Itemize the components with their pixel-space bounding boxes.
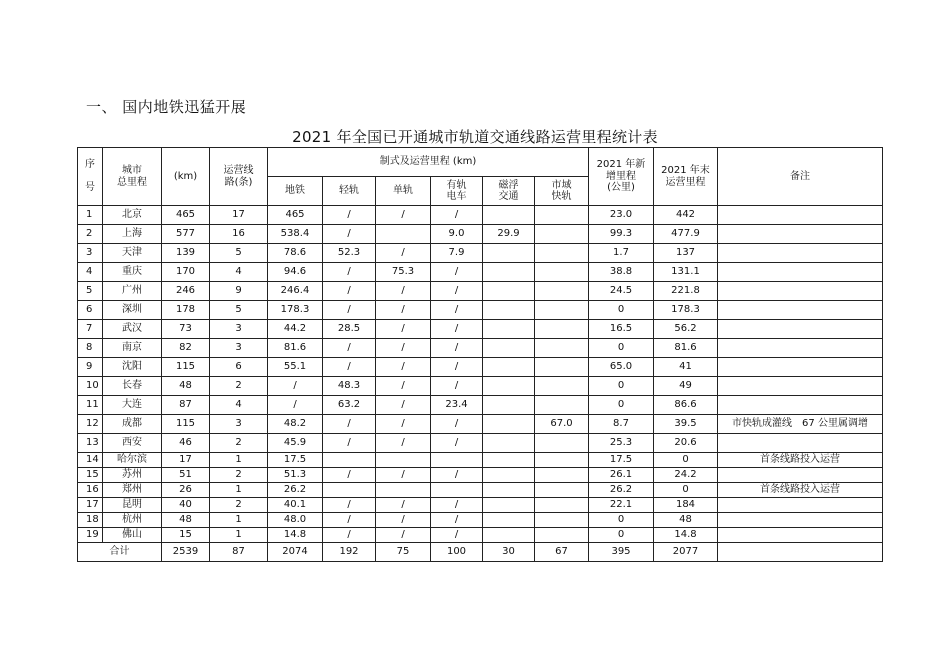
cell-note — [718, 513, 883, 528]
cell-light-rail: / — [323, 358, 376, 377]
cell-note — [718, 225, 883, 244]
cell-tram — [431, 483, 483, 498]
cell-metro: 17.5 — [268, 453, 323, 468]
cell-seq: 17 — [78, 498, 103, 513]
cell-monorail — [376, 453, 431, 468]
cell-seq: 4 — [78, 263, 103, 282]
cell-light-rail: 52.3 — [323, 244, 376, 263]
cell-lines: 1 — [210, 528, 268, 543]
cell-total-mileage: 139 — [162, 244, 210, 263]
cell-light-rail — [323, 453, 376, 468]
cell-new-mileage: 99.3 — [589, 225, 654, 244]
cell-monorail: / — [376, 468, 431, 483]
table-row — [78, 498, 883, 513]
cell-note — [718, 434, 883, 453]
cell-total-mileage: 48 — [162, 513, 210, 528]
total-lines: 87 — [210, 543, 268, 562]
cell-light-rail: / — [323, 301, 376, 320]
cell-seq: 13 — [78, 434, 103, 453]
cell-tram: / — [431, 320, 483, 339]
cell-seq: 18 — [78, 513, 103, 528]
cell-lines: 1 — [210, 483, 268, 498]
cell-seq: 2 — [78, 225, 103, 244]
cell-new-mileage: 8.7 — [589, 415, 654, 434]
cell-total-mileage: 26 — [162, 483, 210, 498]
cell-note — [718, 339, 883, 358]
cell-lines: 6 — [210, 358, 268, 377]
cell-lines: 1 — [210, 453, 268, 468]
cell-tram: / — [431, 282, 483, 301]
cell-tram: / — [431, 377, 483, 396]
cell-total-mileage: 82 — [162, 339, 210, 358]
cell-maglev — [483, 244, 535, 263]
cell-monorail: / — [376, 396, 431, 415]
cell-note — [718, 377, 883, 396]
cell-lines: 5 — [210, 244, 268, 263]
cell-suburban — [535, 263, 589, 282]
table-row — [78, 320, 883, 339]
cell-city: 广州 — [103, 282, 162, 301]
cell-suburban — [535, 244, 589, 263]
header-city-total: 城市 总里程 — [103, 148, 162, 206]
cell-metro: 246.4 — [268, 282, 323, 301]
cell-lines: 2 — [210, 377, 268, 396]
cell-light-rail: / — [323, 468, 376, 483]
header-km: (km) — [162, 148, 210, 206]
cell-city: 西安 — [103, 434, 162, 453]
cell-light-rail: / — [323, 513, 376, 528]
cell-city: 昆明 — [103, 498, 162, 513]
cell-note — [718, 320, 883, 339]
cell-total-mileage: 73 — [162, 320, 210, 339]
cell-monorail: / — [376, 244, 431, 263]
cell-total-mileage: 115 — [162, 415, 210, 434]
cell-lines: 3 — [210, 415, 268, 434]
cell-year-end: 49 — [654, 377, 718, 396]
cell-metro: 55.1 — [268, 358, 323, 377]
header-remarks: 备注 — [718, 148, 883, 206]
cell-year-end: 24.2 — [654, 468, 718, 483]
cell-light-rail: / — [323, 263, 376, 282]
cell-suburban — [535, 358, 589, 377]
cell-monorail: / — [376, 377, 431, 396]
cell-monorail: / — [376, 513, 431, 528]
cell-total-mileage: 51 — [162, 468, 210, 483]
table-row — [78, 396, 883, 415]
cell-light-rail: / — [323, 206, 376, 225]
cell-metro: 51.3 — [268, 468, 323, 483]
cell-maglev — [483, 513, 535, 528]
cell-seq: 19 — [78, 528, 103, 543]
cell-lines: 3 — [210, 320, 268, 339]
cell-total-mileage: 46 — [162, 434, 210, 453]
header-lines: 运营线 路(条) — [210, 148, 268, 206]
table-title: 2021 年全国已开通城市轨道交通线路运营里程统计表 — [292, 128, 658, 146]
total-row — [78, 543, 883, 562]
header-light-rail: 轻轨 — [323, 177, 376, 206]
cell-suburban — [535, 320, 589, 339]
cell-seq: 14 — [78, 453, 103, 468]
total-light-rail: 192 — [323, 543, 376, 562]
total-year-end: 2077 — [654, 543, 718, 562]
cell-seq: 5 — [78, 282, 103, 301]
cell-monorail: / — [376, 282, 431, 301]
cell-year-end: 81.6 — [654, 339, 718, 358]
cell-total-mileage: 15 — [162, 528, 210, 543]
cell-city: 苏州 — [103, 468, 162, 483]
cell-maglev — [483, 468, 535, 483]
cell-tram: / — [431, 206, 483, 225]
cell-suburban — [535, 377, 589, 396]
header-maglev: 磁浮 交通 — [483, 177, 535, 206]
total-note — [718, 543, 883, 562]
cell-new-mileage: 38.8 — [589, 263, 654, 282]
cell-metro: 45.9 — [268, 434, 323, 453]
total-monorail: 75 — [376, 543, 431, 562]
cell-tram: / — [431, 301, 483, 320]
cell-total-mileage: 40 — [162, 498, 210, 513]
cell-suburban — [535, 225, 589, 244]
cell-total-mileage: 178 — [162, 301, 210, 320]
cell-metro: 14.8 — [268, 528, 323, 543]
cell-city: 重庆 — [103, 263, 162, 282]
cell-metro: 40.1 — [268, 498, 323, 513]
cell-suburban — [535, 453, 589, 468]
total-label: 合计 — [78, 543, 162, 562]
cell-new-mileage: 16.5 — [589, 320, 654, 339]
cell-light-rail: / — [323, 434, 376, 453]
cell-monorail: / — [376, 415, 431, 434]
cell-suburban — [535, 434, 589, 453]
cell-monorail: / — [376, 434, 431, 453]
table-row — [78, 358, 883, 377]
cell-maglev — [483, 434, 535, 453]
cell-year-end: 39.5 — [654, 415, 718, 434]
cell-city: 上海 — [103, 225, 162, 244]
cell-new-mileage: 0 — [589, 301, 654, 320]
cell-lines: 5 — [210, 301, 268, 320]
cell-city: 天津 — [103, 244, 162, 263]
cell-monorail: / — [376, 528, 431, 543]
cell-monorail — [376, 483, 431, 498]
total-maglev: 30 — [483, 543, 535, 562]
cell-metro: 538.4 — [268, 225, 323, 244]
cell-seq: 9 — [78, 358, 103, 377]
cell-lines: 4 — [210, 263, 268, 282]
cell-year-end: 184 — [654, 498, 718, 513]
cell-note — [718, 396, 883, 415]
cell-tram: / — [431, 263, 483, 282]
cell-new-mileage: 22.1 — [589, 498, 654, 513]
cell-seq: 12 — [78, 415, 103, 434]
table-body — [78, 206, 883, 543]
cell-metro: 81.6 — [268, 339, 323, 358]
cell-lines: 1 — [210, 513, 268, 528]
cell-city: 成都 — [103, 415, 162, 434]
cell-metro: 94.6 — [268, 263, 323, 282]
cell-lines: 9 — [210, 282, 268, 301]
cell-monorail: 75.3 — [376, 263, 431, 282]
cell-note — [718, 468, 883, 483]
cell-metro: 465 — [268, 206, 323, 225]
mileage-table — [77, 147, 883, 562]
table-row — [78, 415, 883, 434]
cell-seq: 10 — [78, 377, 103, 396]
cell-monorail: / — [376, 320, 431, 339]
table-row — [78, 468, 883, 483]
cell-metro: / — [268, 396, 323, 415]
cell-seq: 7 — [78, 320, 103, 339]
cell-metro: 48.0 — [268, 513, 323, 528]
cell-city: 哈尔滨 — [103, 453, 162, 468]
cell-maglev — [483, 358, 535, 377]
cell-metro: / — [268, 377, 323, 396]
cell-monorail: / — [376, 206, 431, 225]
cell-lines: 2 — [210, 468, 268, 483]
cell-light-rail: / — [323, 282, 376, 301]
cell-note: 首条线路投入运营 — [718, 483, 883, 498]
cell-seq: 3 — [78, 244, 103, 263]
cell-city: 沈阳 — [103, 358, 162, 377]
cell-note — [718, 301, 883, 320]
cell-city: 大连 — [103, 396, 162, 415]
cell-city: 佛山 — [103, 528, 162, 543]
cell-tram: / — [431, 415, 483, 434]
cell-tram: / — [431, 528, 483, 543]
cell-suburban — [535, 528, 589, 543]
cell-lines: 3 — [210, 339, 268, 358]
cell-total-mileage: 115 — [162, 358, 210, 377]
cell-year-end: 178.3 — [654, 301, 718, 320]
cell-new-mileage: 65.0 — [589, 358, 654, 377]
cell-suburban — [535, 483, 589, 498]
cell-new-mileage: 24.5 — [589, 282, 654, 301]
cell-lines: 4 — [210, 396, 268, 415]
cell-light-rail: 28.5 — [323, 320, 376, 339]
cell-tram: 7.9 — [431, 244, 483, 263]
cell-tram: / — [431, 434, 483, 453]
cell-year-end: 14.8 — [654, 528, 718, 543]
section-heading: 一、 国内地铁迅猛开展 — [86, 98, 247, 116]
cell-total-mileage: 577 — [162, 225, 210, 244]
header-system-group: 制式及运营里程 (km) — [268, 148, 589, 177]
cell-suburban — [535, 513, 589, 528]
header-suburban: 市域 快轨 — [535, 177, 589, 206]
cell-tram: / — [431, 339, 483, 358]
cell-new-mileage: 0 — [589, 396, 654, 415]
header-new-mileage: 2021 年新 增里程 (公里) — [589, 148, 654, 206]
header-seq: 序 号 — [78, 148, 103, 206]
cell-monorail: / — [376, 358, 431, 377]
cell-suburban — [535, 301, 589, 320]
cell-new-mileage: 0 — [589, 377, 654, 396]
cell-year-end: 131.1 — [654, 263, 718, 282]
cell-note — [718, 498, 883, 513]
cell-year-end: 48 — [654, 513, 718, 528]
table-row — [78, 206, 883, 225]
cell-light-rail: 63.2 — [323, 396, 376, 415]
total-mileage: 2539 — [162, 543, 210, 562]
cell-note — [718, 358, 883, 377]
cell-seq: 11 — [78, 396, 103, 415]
cell-new-mileage: 0 — [589, 339, 654, 358]
cell-metro: 178.3 — [268, 301, 323, 320]
cell-light-rail: / — [323, 415, 376, 434]
total-metro: 2074 — [268, 543, 323, 562]
cell-city: 南京 — [103, 339, 162, 358]
table-row — [78, 528, 883, 543]
cell-maglev — [483, 263, 535, 282]
cell-suburban — [535, 282, 589, 301]
cell-light-rail: / — [323, 528, 376, 543]
total-suburban: 67 — [535, 543, 589, 562]
cell-suburban — [535, 468, 589, 483]
header-metro: 地铁 — [268, 177, 323, 206]
cell-suburban — [535, 396, 589, 415]
cell-seq: 1 — [78, 206, 103, 225]
table-header — [78, 148, 883, 206]
cell-new-mileage: 0 — [589, 513, 654, 528]
cell-metro: 44.2 — [268, 320, 323, 339]
cell-maglev — [483, 320, 535, 339]
total-new-mileage: 395 — [589, 543, 654, 562]
cell-new-mileage: 23.0 — [589, 206, 654, 225]
total-tram: 100 — [431, 543, 483, 562]
cell-light-rail: 48.3 — [323, 377, 376, 396]
cell-metro: 48.2 — [268, 415, 323, 434]
cell-light-rail: / — [323, 498, 376, 513]
cell-tram: / — [431, 358, 483, 377]
table-row — [78, 434, 883, 453]
cell-suburban — [535, 498, 589, 513]
cell-new-mileage: 1.7 — [589, 244, 654, 263]
cell-maglev — [483, 415, 535, 434]
cell-maglev — [483, 377, 535, 396]
cell-monorail: / — [376, 339, 431, 358]
cell-suburban: 67.0 — [535, 415, 589, 434]
cell-new-mileage: 26.1 — [589, 468, 654, 483]
header-tram: 有轨 电车 — [431, 177, 483, 206]
table-row — [78, 339, 883, 358]
cell-new-mileage: 0 — [589, 528, 654, 543]
cell-lines: 2 — [210, 434, 268, 453]
cell-monorail — [376, 225, 431, 244]
cell-suburban — [535, 339, 589, 358]
cell-city: 北京 — [103, 206, 162, 225]
cell-maglev — [483, 301, 535, 320]
table-row — [78, 282, 883, 301]
cell-city: 深圳 — [103, 301, 162, 320]
cell-maglev: 29.9 — [483, 225, 535, 244]
cell-year-end: 41 — [654, 358, 718, 377]
cell-year-end: 20.6 — [654, 434, 718, 453]
cell-metro: 26.2 — [268, 483, 323, 498]
cell-seq: 15 — [78, 468, 103, 483]
table-footer — [78, 543, 883, 562]
cell-year-end: 86.6 — [654, 396, 718, 415]
cell-city: 杭州 — [103, 513, 162, 528]
cell-city: 郑州 — [103, 483, 162, 498]
cell-new-mileage: 17.5 — [589, 453, 654, 468]
cell-year-end: 0 — [654, 483, 718, 498]
cell-note — [718, 528, 883, 543]
cell-maglev — [483, 528, 535, 543]
header-monorail: 单轨 — [376, 177, 431, 206]
cell-metro: 78.6 — [268, 244, 323, 263]
cell-monorail: / — [376, 498, 431, 513]
header-year-end: 2021 年末 运营里程 — [654, 148, 718, 206]
cell-note: 首条线路投入运营 — [718, 453, 883, 468]
cell-tram: 9.0 — [431, 225, 483, 244]
cell-note — [718, 282, 883, 301]
cell-total-mileage: 465 — [162, 206, 210, 225]
table-row — [78, 453, 883, 468]
cell-tram: 23.4 — [431, 396, 483, 415]
table-row — [78, 483, 883, 498]
cell-tram: / — [431, 513, 483, 528]
cell-maglev — [483, 453, 535, 468]
cell-seq: 6 — [78, 301, 103, 320]
cell-year-end: 221.8 — [654, 282, 718, 301]
table-row — [78, 377, 883, 396]
cell-year-end: 0 — [654, 453, 718, 468]
cell-year-end: 56.2 — [654, 320, 718, 339]
cell-note — [718, 206, 883, 225]
cell-note: 市快轨成灌线 67 公里属调增 — [718, 415, 883, 434]
cell-maglev — [483, 339, 535, 358]
cell-year-end: 477.9 — [654, 225, 718, 244]
cell-maglev — [483, 282, 535, 301]
cell-note — [718, 263, 883, 282]
cell-year-end: 137 — [654, 244, 718, 263]
cell-year-end: 442 — [654, 206, 718, 225]
cell-tram: / — [431, 468, 483, 483]
cell-suburban — [535, 206, 589, 225]
cell-maglev — [483, 396, 535, 415]
table-row — [78, 513, 883, 528]
cell-light-rail — [323, 483, 376, 498]
cell-tram — [431, 453, 483, 468]
table-row — [78, 244, 883, 263]
cell-seq: 16 — [78, 483, 103, 498]
cell-tram: / — [431, 498, 483, 513]
table-row — [78, 225, 883, 244]
cell-total-mileage: 170 — [162, 263, 210, 282]
cell-city: 长春 — [103, 377, 162, 396]
cell-light-rail: / — [323, 339, 376, 358]
cell-total-mileage: 87 — [162, 396, 210, 415]
cell-lines: 2 — [210, 498, 268, 513]
cell-maglev — [483, 206, 535, 225]
cell-lines: 17 — [210, 206, 268, 225]
cell-total-mileage: 246 — [162, 282, 210, 301]
table-row — [78, 301, 883, 320]
cell-note — [718, 244, 883, 263]
cell-total-mileage: 48 — [162, 377, 210, 396]
cell-lines: 16 — [210, 225, 268, 244]
cell-seq: 8 — [78, 339, 103, 358]
cell-monorail: / — [376, 301, 431, 320]
table-row — [78, 263, 883, 282]
cell-total-mileage: 17 — [162, 453, 210, 468]
cell-city: 武汉 — [103, 320, 162, 339]
cell-new-mileage: 25.3 — [589, 434, 654, 453]
cell-new-mileage: 26.2 — [589, 483, 654, 498]
cell-light-rail: / — [323, 225, 376, 244]
cell-maglev — [483, 498, 535, 513]
cell-maglev — [483, 483, 535, 498]
